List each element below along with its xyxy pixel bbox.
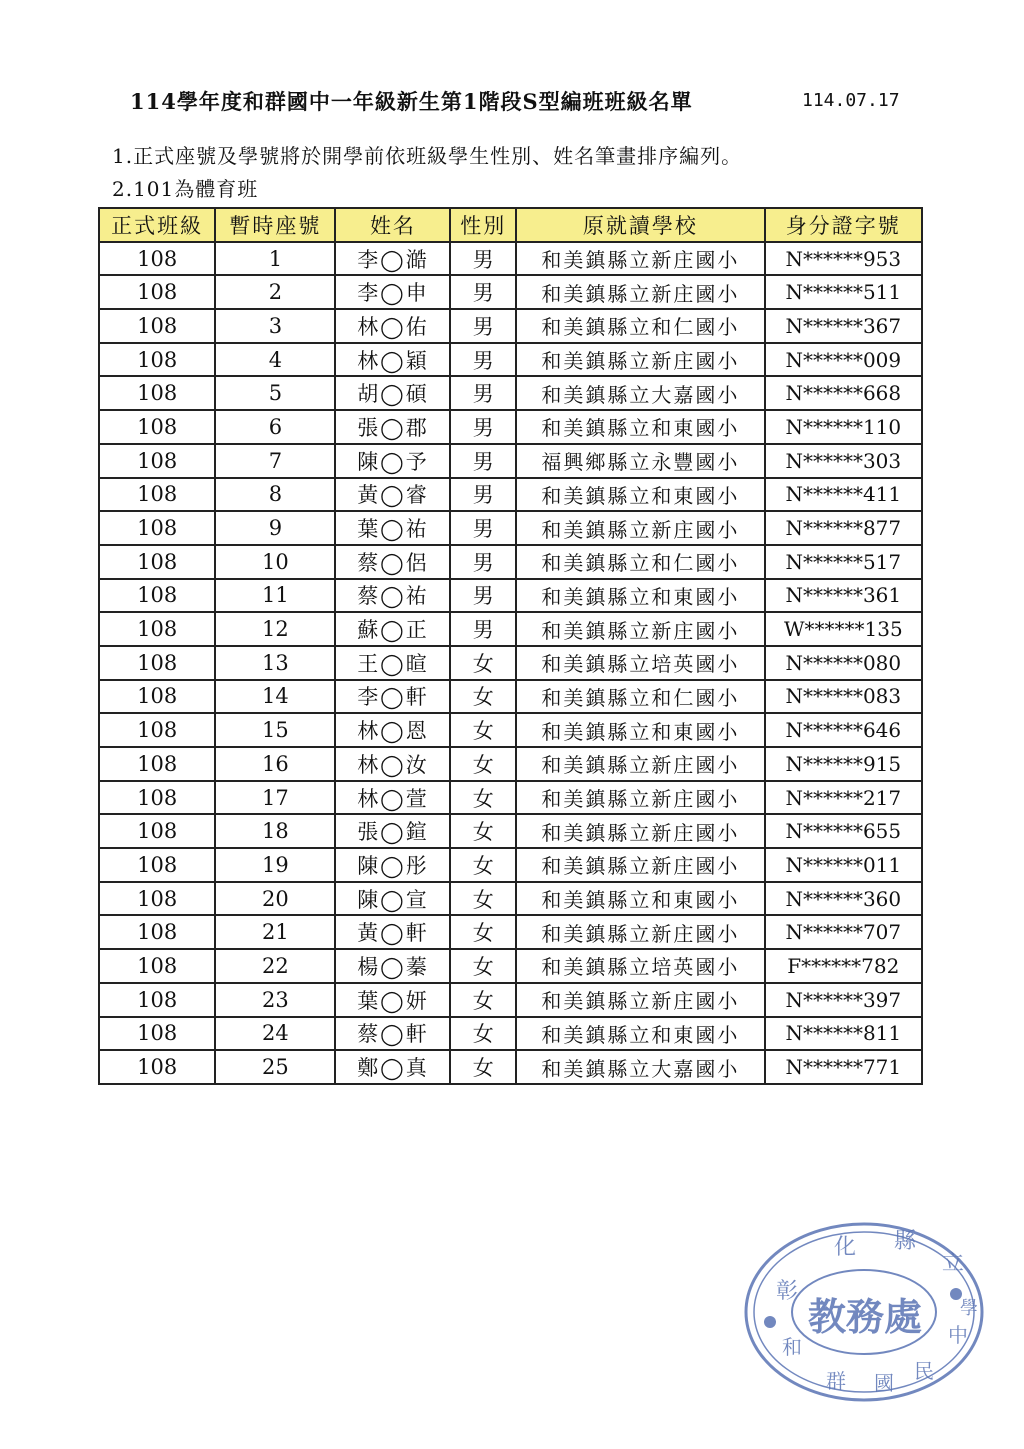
gender-cell: 男 (450, 444, 516, 478)
temp-seat-cell: 13 (215, 646, 335, 680)
gender-cell: 女 (450, 680, 516, 714)
id-number-cell: N******011 (765, 848, 922, 882)
document-date: 114.07.17 (802, 90, 900, 111)
id-number-cell: N******083 (765, 680, 922, 714)
id-number-cell: N******110 (765, 410, 922, 444)
temp-seat-cell: 6 (215, 410, 335, 444)
temp-seat-cell: 23 (215, 983, 335, 1017)
school-cell: 和美鎮縣立新庄國小 (516, 242, 764, 276)
name-cell: 陳◯予 (335, 444, 450, 478)
school-seal-stamp (742, 1218, 986, 1406)
gender-cell: 女 (450, 915, 516, 949)
svg-text:國: 國 (874, 1371, 894, 1395)
gender-cell: 男 (450, 478, 516, 512)
name-cell: 李◯澔 (335, 242, 450, 276)
name-cell: 陳◯彤 (335, 848, 450, 882)
gender-cell: 男 (450, 376, 516, 410)
name-cell: 蔡◯軒 (335, 1017, 450, 1051)
school-cell: 和美鎮縣立新庄國小 (516, 781, 764, 815)
school-cell: 和美鎮縣立新庄國小 (516, 747, 764, 781)
table-row (99, 781, 922, 815)
class-cell: 108 (99, 309, 215, 343)
gender-cell: 女 (450, 713, 516, 747)
svg-text:和: 和 (782, 1335, 802, 1359)
temp-seat-cell: 2 (215, 275, 335, 309)
name-cell: 黃◯軒 (335, 915, 450, 949)
id-number-cell: N******511 (765, 275, 922, 309)
gender-cell: 女 (450, 814, 516, 848)
id-number-cell: N******811 (765, 1017, 922, 1051)
id-number-cell: N******217 (765, 781, 922, 815)
temp-seat-cell: 15 (215, 713, 335, 747)
school-cell: 和美鎮縣立新庄國小 (516, 848, 764, 882)
name-cell: 葉◯祐 (335, 511, 450, 545)
name-cell: 葉◯妍 (335, 983, 450, 1017)
name-cell: 李◯軒 (335, 680, 450, 714)
table-row (99, 747, 922, 781)
name-cell: 楊◯蓁 (335, 949, 450, 983)
name-cell: 蘇◯正 (335, 612, 450, 646)
name-cell: 黃◯睿 (335, 478, 450, 512)
id-number-cell: N******303 (765, 444, 922, 478)
name-cell: 陳◯宣 (335, 882, 450, 916)
table-row (99, 882, 922, 916)
gender-cell: 男 (450, 343, 516, 377)
class-cell: 108 (99, 1017, 215, 1051)
school-cell: 和美鎮縣立新庄國小 (516, 814, 764, 848)
temp-seat-cell: 8 (215, 478, 335, 512)
class-cell: 108 (99, 814, 215, 848)
gender-cell: 男 (450, 242, 516, 276)
id-number-cell: W******135 (765, 612, 922, 646)
school-cell: 和美鎮縣立和東國小 (516, 1017, 764, 1051)
table-row (99, 713, 922, 747)
header-temp-seat: 暫時座號 (215, 208, 335, 242)
school-cell: 和美鎮縣立新庄國小 (516, 275, 764, 309)
note-2: 2.101為體育班 (112, 177, 259, 201)
name-cell: 張◯鍹 (335, 814, 450, 848)
table-row (99, 848, 922, 882)
name-cell: 林◯佑 (335, 309, 450, 343)
gender-cell: 女 (450, 781, 516, 815)
id-number-cell: N******655 (765, 814, 922, 848)
temp-seat-cell: 12 (215, 612, 335, 646)
table-row (99, 579, 922, 613)
svg-text:縣: 縣 (894, 1229, 917, 1254)
id-number-cell: F******782 (765, 949, 922, 983)
school-cell: 和美鎮縣立新庄國小 (516, 511, 764, 545)
temp-seat-cell: 19 (215, 848, 335, 882)
header-class: 正式班級 (99, 208, 215, 242)
school-cell: 和美鎮縣立新庄國小 (516, 983, 764, 1017)
school-cell: 和美鎮縣立和仁國小 (516, 309, 764, 343)
id-number-cell: N******668 (765, 376, 922, 410)
school-cell: 和美鎮縣立和東國小 (516, 713, 764, 747)
class-cell: 108 (99, 949, 215, 983)
name-cell: 林◯穎 (335, 343, 450, 377)
gender-cell: 男 (450, 410, 516, 444)
school-cell: 和美鎮縣立培英國小 (516, 646, 764, 680)
class-cell: 108 (99, 511, 215, 545)
temp-seat-cell: 17 (215, 781, 335, 815)
name-cell: 鄭◯真 (335, 1050, 450, 1084)
temp-seat-cell: 1 (215, 242, 335, 276)
temp-seat-cell: 22 (215, 949, 335, 983)
id-number-cell: N******646 (765, 713, 922, 747)
class-cell: 108 (99, 848, 215, 882)
table-row (99, 343, 922, 377)
school-cell: 和美鎮縣立和東國小 (516, 579, 764, 613)
table-row (99, 309, 922, 343)
gender-cell: 男 (450, 579, 516, 613)
school-cell: 福興鄉縣立永豐國小 (516, 444, 764, 478)
table-row (99, 1050, 922, 1084)
name-cell: 胡◯碩 (335, 376, 450, 410)
school-cell: 和美鎮縣立大嘉國小 (516, 1050, 764, 1084)
gender-cell: 男 (450, 545, 516, 579)
header-school: 原就讀學校 (516, 208, 764, 242)
name-cell: 蔡◯侶 (335, 545, 450, 579)
school-cell: 和美鎮縣立和東國小 (516, 882, 764, 916)
class-cell: 108 (99, 1050, 215, 1084)
id-number-cell: N******953 (765, 242, 922, 276)
class-cell: 108 (99, 983, 215, 1017)
gender-cell: 男 (450, 612, 516, 646)
gender-cell: 女 (450, 747, 516, 781)
svg-text:立: 立 (942, 1251, 965, 1276)
temp-seat-cell: 7 (215, 444, 335, 478)
id-number-cell: N******707 (765, 915, 922, 949)
school-cell: 和美鎮縣立新庄國小 (516, 915, 764, 949)
temp-seat-cell: 11 (215, 579, 335, 613)
header-name: 姓名 (335, 208, 450, 242)
class-cell: 108 (99, 444, 215, 478)
class-roster-table (98, 207, 923, 1085)
name-cell: 林◯恩 (335, 713, 450, 747)
table-row (99, 983, 922, 1017)
table-row (99, 511, 922, 545)
class-cell: 108 (99, 882, 215, 916)
school-cell: 和美鎮縣立和東國小 (516, 410, 764, 444)
school-cell: 和美鎮縣立和東國小 (516, 478, 764, 512)
table-row (99, 545, 922, 579)
table-row (99, 646, 922, 680)
note-1: 1.正式座號及學號將於開學前依班級學生性別、姓名筆畫排序編列。 (112, 144, 743, 168)
school-cell: 和美鎮縣立新庄國小 (516, 343, 764, 377)
temp-seat-cell: 18 (215, 814, 335, 848)
temp-seat-cell: 20 (215, 882, 335, 916)
svg-text:中: 中 (948, 1323, 968, 1347)
table-row (99, 376, 922, 410)
table-row (99, 612, 922, 646)
gender-cell: 女 (450, 983, 516, 1017)
gender-cell: 女 (450, 949, 516, 983)
temp-seat-cell: 16 (215, 747, 335, 781)
class-cell: 108 (99, 713, 215, 747)
class-cell: 108 (99, 646, 215, 680)
class-cell: 108 (99, 376, 215, 410)
table-row (99, 814, 922, 848)
header-id-number: 身分證字號 (765, 208, 922, 242)
class-cell: 108 (99, 612, 215, 646)
temp-seat-cell: 3 (215, 309, 335, 343)
table-row (99, 1017, 922, 1051)
gender-cell: 女 (450, 1017, 516, 1051)
id-number-cell: N******877 (765, 511, 922, 545)
table-row (99, 915, 922, 949)
gender-cell: 女 (450, 646, 516, 680)
table-header-row (99, 208, 922, 242)
svg-text:學: 學 (960, 1298, 978, 1319)
name-cell: 王◯暄 (335, 646, 450, 680)
gender-cell: 女 (450, 848, 516, 882)
id-number-cell: N******367 (765, 309, 922, 343)
class-cell: 108 (99, 545, 215, 579)
school-cell: 和美鎮縣立培英國小 (516, 949, 764, 983)
name-cell: 林◯萱 (335, 781, 450, 815)
temp-seat-cell: 9 (215, 511, 335, 545)
id-number-cell: N******080 (765, 646, 922, 680)
class-cell: 108 (99, 680, 215, 714)
school-cell: 和美鎮縣立新庄國小 (516, 612, 764, 646)
name-cell: 蔡◯祐 (335, 579, 450, 613)
svg-text:民: 民 (914, 1359, 934, 1383)
gender-cell: 女 (450, 1050, 516, 1084)
table-row (99, 275, 922, 309)
id-number-cell: N******361 (765, 579, 922, 613)
temp-seat-cell: 4 (215, 343, 335, 377)
class-cell: 108 (99, 915, 215, 949)
table-row (99, 444, 922, 478)
class-cell: 108 (99, 242, 215, 276)
svg-text:化: 化 (834, 1235, 857, 1260)
temp-seat-cell: 5 (215, 376, 335, 410)
svg-text:彰: 彰 (776, 1279, 799, 1304)
table-row (99, 410, 922, 444)
page-title: 114學年度和群國中一年級新生第1階段S型編班班級名單 (130, 89, 693, 114)
class-cell: 108 (99, 410, 215, 444)
gender-cell: 男 (450, 309, 516, 343)
table-body (99, 242, 922, 1084)
svg-text:群: 群 (826, 1369, 846, 1393)
svg-text:教務處: 教務處 (808, 1294, 923, 1339)
class-cell: 108 (99, 747, 215, 781)
school-cell: 和美鎮縣立和仁國小 (516, 545, 764, 579)
class-cell: 108 (99, 275, 215, 309)
id-number-cell: N******517 (765, 545, 922, 579)
id-number-cell: N******360 (765, 882, 922, 916)
header-gender: 性別 (450, 208, 516, 242)
temp-seat-cell: 14 (215, 680, 335, 714)
temp-seat-cell: 24 (215, 1017, 335, 1051)
temp-seat-cell: 10 (215, 545, 335, 579)
school-cell: 和美鎮縣立和仁國小 (516, 680, 764, 714)
table-row (99, 949, 922, 983)
class-cell: 108 (99, 579, 215, 613)
id-number-cell: N******411 (765, 478, 922, 512)
class-cell: 108 (99, 343, 215, 377)
id-number-cell: N******771 (765, 1050, 922, 1084)
class-cell: 108 (99, 478, 215, 512)
name-cell: 李◯申 (335, 275, 450, 309)
name-cell: 林◯汝 (335, 747, 450, 781)
gender-cell: 男 (450, 511, 516, 545)
id-number-cell: N******397 (765, 983, 922, 1017)
temp-seat-cell: 21 (215, 915, 335, 949)
school-cell: 和美鎮縣立大嘉國小 (516, 376, 764, 410)
temp-seat-cell: 25 (215, 1050, 335, 1084)
gender-cell: 女 (450, 882, 516, 916)
id-number-cell: N******915 (765, 747, 922, 781)
table-row (99, 242, 922, 276)
class-cell: 108 (99, 781, 215, 815)
table-row (99, 680, 922, 714)
id-number-cell: N******009 (765, 343, 922, 377)
name-cell: 張◯郡 (335, 410, 450, 444)
gender-cell: 男 (450, 275, 516, 309)
table-row (99, 478, 922, 512)
